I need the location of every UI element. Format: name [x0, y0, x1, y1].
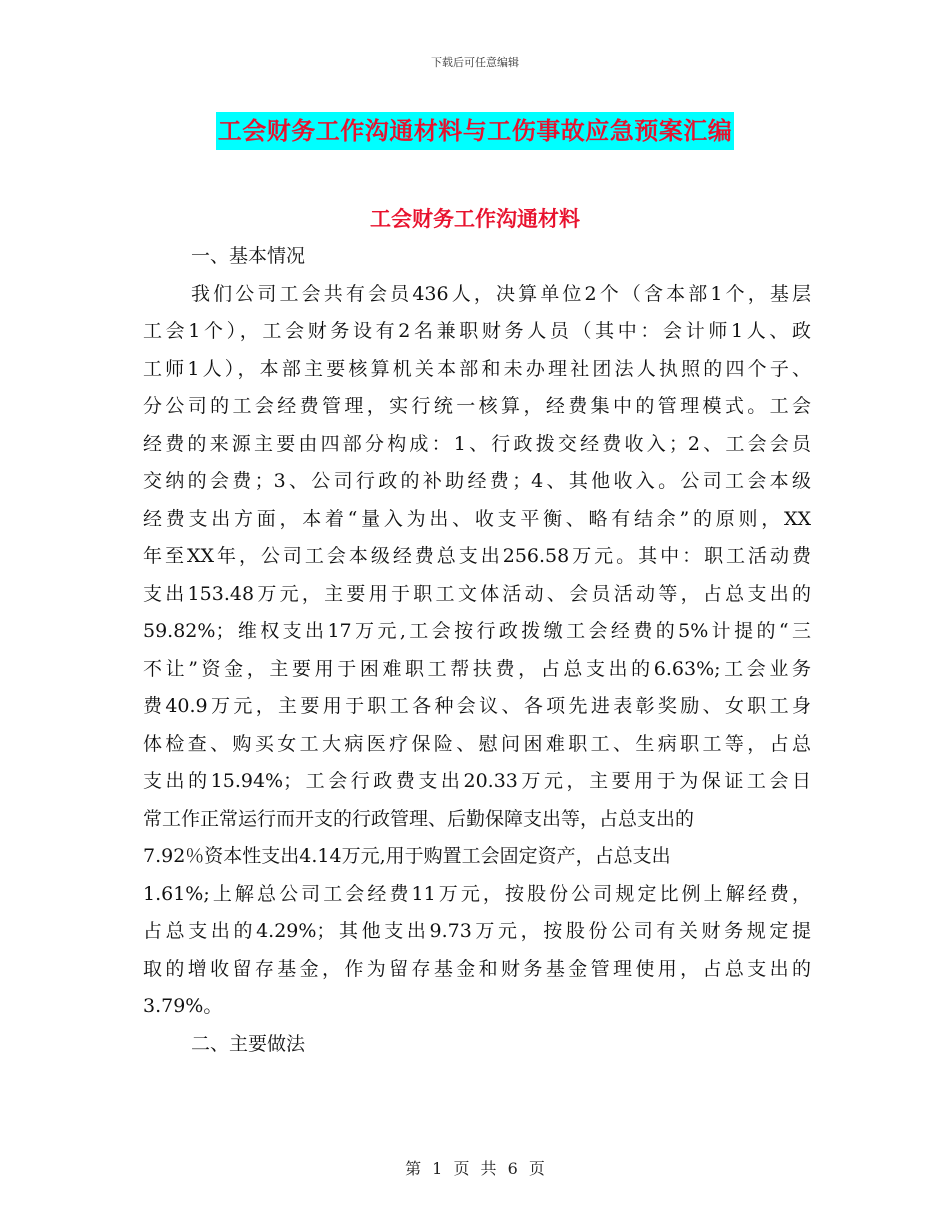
paragraph-line: 工师1人），本部主要核算机关本部和未办理社团法人执照的四个子、	[143, 357, 811, 380]
paragraph-line: 取的增收留存基金，作为留存基金和财务基金管理使用，占总支出的	[143, 957, 811, 980]
paragraph-line: 工会1个），工会财务设有2名兼职财务人员（其中：会计师1人、政	[143, 320, 811, 342]
paragraph-line: 不让”资金，主要用于困难职工帮扶费，占总支出的6.63%;工会业务	[143, 657, 811, 680]
document-body	[143, 222, 811, 1063]
paragraph-line: 1.61%;上解总公司工会经费11万元，按股份公司规定比例上解经费，	[143, 882, 811, 905]
paragraph-line: 交纳的会费；3、公司行政的补助经费；4、其他收入。公司工会本级	[143, 470, 811, 492]
document-title-container	[0, 112, 950, 150]
paragraph-line: 经费的来源主要由四部分构成：1、行政拨交经费收入；2、工会会员	[143, 432, 811, 455]
paragraph-line: 常工作正常运行而开支的行政管理、后勤保障支出等，占总支出的	[143, 807, 695, 830]
page-footer: 第 1 页 共 6 页	[405, 1159, 545, 1178]
paragraph-line: 费40.9万元，主要用于职工各种会议、各项先进表彰奖励、女职工身	[143, 695, 811, 717]
heading-main-practices: 二、主要做法	[191, 1032, 306, 1055]
paragraph-line: 7.92％资本性支出4.14万元,用于购置工会固定资产，占总支出	[143, 845, 671, 867]
paragraph-line: 占总支出的4.29%；其他支出9.73万元，按股份公司有关财务规定提	[143, 920, 811, 942]
paragraph-line: 分公司的工会经费管理，实行统一核算，经费集中的管理模式。工会	[143, 395, 811, 417]
paragraph-line: 支出153.48万元，主要用于职工文体活动、会员活动等，占总支出的	[143, 582, 811, 605]
paragraph-line: 体检查、购买女工大病医疗保险、慰问困难职工、生病职工等，占总	[143, 732, 811, 755]
paragraph-line: 年至XX年，公司工会本级经费总支出256.58万元。其中：职工活动费	[143, 545, 811, 567]
paragraph-line: 我们公司工会共有会员436人，决算单位2个（含本部1个，基层	[191, 282, 811, 305]
section-title: 工会财务工作沟通材料	[370, 206, 580, 231]
paragraph-line: 3.79%。	[143, 995, 223, 1017]
paragraph-line: 经费支出方面，本着“量入为出、收支平衡、略有结余”的原则，XX	[143, 507, 811, 530]
page-header-note: 下载后可任意编辑	[431, 56, 519, 69]
paragraph-line: 支出的15.94%；工会行政费支出20.33万元，主要用于为保证工会日	[143, 770, 811, 792]
document-title: 工会财务工作沟通材料与工伤事故应急预案汇编	[216, 112, 735, 150]
paragraph-line: 59.82%；维权支出17万元,工会按行政拨缴工会经费的5%计提的“三	[143, 620, 811, 642]
heading-basic-situation: 一、基本情况	[191, 245, 306, 267]
